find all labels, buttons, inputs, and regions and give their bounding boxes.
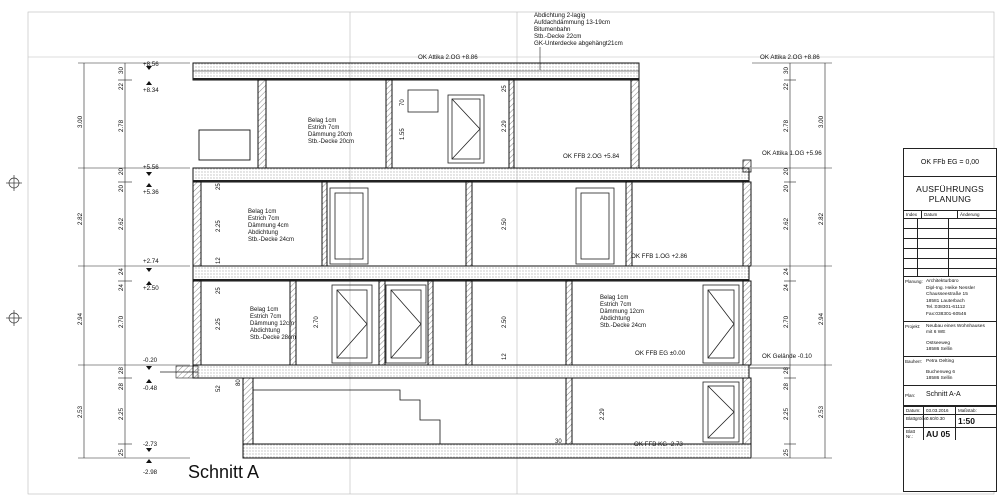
svg-text:-0.20: -0.20 <box>143 357 158 364</box>
right-inner-dimensions <box>783 67 790 456</box>
svg-text:2.25: 2.25 <box>783 407 790 420</box>
svg-text:Abdichtung: Abdichtung <box>600 316 631 322</box>
svg-text:Abdichtung: Abdichtung <box>248 230 279 236</box>
svg-text:28: 28 <box>118 383 125 390</box>
level-attika2-left: OK Attika 2.OG +8.86 <box>418 54 478 61</box>
revision-table <box>904 219 996 277</box>
svg-text:24: 24 <box>118 268 125 275</box>
svg-text:+2.50: +2.50 <box>143 285 159 292</box>
svg-text:2.62: 2.62 <box>783 217 790 230</box>
interior-dimensions <box>216 85 606 445</box>
revision-header <box>904 211 996 219</box>
revision-index-label: Index <box>904 211 922 218</box>
svg-text:+5.36: +5.36 <box>143 189 159 196</box>
top-note-line: GK-Unterdecke abgehängt21cm <box>534 40 623 47</box>
svg-text:2.53: 2.53 <box>77 405 84 418</box>
svg-text:Estrich 7cm: Estrich 7cm <box>248 216 280 222</box>
blattgroesse-value: 0.60/0.30 <box>924 415 956 427</box>
svg-text:2.94: 2.94 <box>77 312 84 325</box>
svg-text:2.82: 2.82 <box>818 212 825 225</box>
svg-text:2.70: 2.70 <box>314 316 320 328</box>
level-ffb1: OK FFB 1.OG +2.86 <box>631 253 688 260</box>
svg-text:52: 52 <box>216 385 222 392</box>
plan-status-line1: AUSFÜHRUNGS <box>916 183 984 194</box>
svg-text:20: 20 <box>783 168 790 175</box>
roof-slab <box>193 63 639 80</box>
svg-text:12: 12 <box>216 257 222 264</box>
registration-mark-left <box>6 175 22 326</box>
bauherr-value: Petra Oelting Buchenweg 6 18586 Sellin <box>926 358 956 382</box>
svg-text:25: 25 <box>502 85 508 92</box>
title-block <box>903 148 997 492</box>
plan-status-line2: PLANUNG <box>928 193 972 204</box>
revision-change-label: Änderung <box>960 212 980 217</box>
reference-note: OK FFb EG = 0,00 <box>904 149 996 177</box>
svg-text:28: 28 <box>118 367 125 374</box>
eg-floor-slab <box>193 365 749 378</box>
svg-text:Belag 1cm: Belag 1cm <box>308 118 337 124</box>
svg-text:Belag 1cm: Belag 1cm <box>248 209 277 215</box>
svg-text:Belag 1cm: Belag 1cm <box>250 307 279 313</box>
meta-row-3 <box>904 427 996 440</box>
svg-text:2.82: 2.82 <box>77 212 84 225</box>
svg-text:Estrich 7cm: Estrich 7cm <box>308 125 340 131</box>
datum-value: 03.03.2016 <box>924 407 956 414</box>
svg-text:80: 80 <box>236 379 242 386</box>
svg-text:Stb.-Decke 28cm: Stb.-Decke 28cm <box>250 335 297 341</box>
svg-text:Dämmung 4cm: Dämmung 4cm <box>248 223 289 229</box>
left-dimension-lines <box>78 63 190 458</box>
top-note-line: Bitumenbahn <box>534 26 571 33</box>
svg-text:25: 25 <box>118 449 125 456</box>
projekt-label: Projekt: <box>905 323 921 329</box>
svg-text:30: 30 <box>783 67 790 74</box>
svg-text:2.25: 2.25 <box>118 407 125 420</box>
svg-text:3.00: 3.00 <box>77 115 84 128</box>
blatt-value: AU 05 <box>924 428 956 440</box>
bauherr-row <box>904 357 996 386</box>
level-attika1: OK Attika 1.OG +5.96 <box>762 150 822 157</box>
svg-text:30: 30 <box>555 439 562 445</box>
svg-text:28: 28 <box>783 383 790 390</box>
svg-text:20: 20 <box>783 185 790 192</box>
level-ffbeg: OK FFB EG ±0.00 <box>635 350 686 357</box>
svg-text:Dämmung 12cm: Dämmung 12cm <box>600 309 645 315</box>
svg-text:Stb.-Decke 20cm: Stb.-Decke 20cm <box>308 139 355 145</box>
svg-text:Abdichtung: Abdichtung <box>250 328 281 334</box>
top-note-line: Stb.-Decke 22cm <box>534 33 582 40</box>
kg-window <box>703 382 739 442</box>
svg-text:24: 24 <box>783 284 790 291</box>
plan-status <box>904 177 996 211</box>
meta-row-1 <box>904 406 996 414</box>
svg-text:+5.56: +5.56 <box>143 164 159 171</box>
svg-text:2.70: 2.70 <box>783 315 790 328</box>
level-gelaende: OK Gelände -0.10 <box>762 353 812 360</box>
massstab-label: Maßstab: <box>958 407 977 413</box>
massstab-value: 1:50 <box>958 415 976 426</box>
svg-text:2.25: 2.25 <box>216 318 222 330</box>
kg-excavation-line <box>253 390 440 444</box>
planung-label: Planung: <box>905 279 923 284</box>
svg-text:20: 20 <box>118 168 125 175</box>
top-note-line: Abdichtung 2-lagig <box>534 12 586 19</box>
svg-text:25: 25 <box>783 449 790 456</box>
svg-text:Dämmung 20cm: Dämmung 20cm <box>308 132 353 138</box>
layer-note-og2 <box>308 118 354 145</box>
svg-text:24: 24 <box>118 284 125 291</box>
blatt-label: Blatt Nr.: <box>904 428 924 440</box>
plan-row <box>904 386 996 406</box>
svg-text:2.29: 2.29 <box>502 120 508 132</box>
left-inner-dimensions <box>118 67 125 456</box>
planung-row <box>904 277 996 322</box>
svg-text:Estrich 7cm: Estrich 7cm <box>250 314 282 320</box>
drawing-title: Schnitt A <box>188 462 260 482</box>
layer-note-eg-right <box>600 295 646 329</box>
svg-text:20: 20 <box>118 185 125 192</box>
svg-text:2.62: 2.62 <box>118 217 125 230</box>
og2-windows <box>408 90 484 163</box>
right-outer-dimensions <box>818 115 825 418</box>
svg-text:12: 12 <box>502 353 508 360</box>
level-ffb2: OK FFB 2.OG +5.84 <box>563 153 620 160</box>
top-note-line: Aufdachdämmung 13-19cm <box>534 19 611 26</box>
svg-text:24: 24 <box>783 268 790 275</box>
svg-text:2.25: 2.25 <box>216 220 222 232</box>
projekt-row <box>904 322 996 357</box>
svg-text:Stb.-Decke 24cm: Stb.-Decke 24cm <box>248 237 295 243</box>
svg-text:22: 22 <box>783 83 790 90</box>
svg-text:Stb.-Decke 24cm: Stb.-Decke 24cm <box>600 323 647 329</box>
layer-note-eg-left <box>250 307 296 341</box>
svg-text:1.55: 1.55 <box>400 128 406 140</box>
svg-text:2.50: 2.50 <box>502 218 508 230</box>
bauherr-label: Bauherr: <box>905 358 923 364</box>
svg-text:2.53: 2.53 <box>818 405 825 418</box>
plan-value: Schnitt A-A <box>926 390 961 398</box>
svg-text:25: 25 <box>216 287 222 294</box>
og2-parapet-balcony <box>199 130 250 160</box>
projekt-value: Neubau eines Wohnhauses mit 6 WE Ostseeweg 18586 Sellin <box>926 323 985 353</box>
svg-text:70: 70 <box>400 99 406 106</box>
svg-text:-2.73: -2.73 <box>143 441 158 448</box>
svg-text:-2.98: -2.98 <box>143 469 158 476</box>
svg-text:2.94: 2.94 <box>818 312 825 325</box>
svg-text:22: 22 <box>118 83 125 90</box>
svg-text:2.29: 2.29 <box>600 408 606 420</box>
svg-text:30: 30 <box>118 67 125 74</box>
svg-text:+8.34: +8.34 <box>143 87 159 94</box>
layer-note-og1 <box>248 209 294 243</box>
svg-text:25: 25 <box>216 183 222 190</box>
level-ffbkg: OK FFB KG -2.73 <box>634 441 683 448</box>
svg-text:2.50: 2.50 <box>502 316 508 328</box>
kg-walls <box>243 378 751 444</box>
svg-text:Dämmung 12cm: Dämmung 12cm <box>250 321 295 327</box>
level-attika2-right: OK Attika 2.OG +8.86 <box>760 54 820 61</box>
svg-text:2.70: 2.70 <box>118 315 125 328</box>
svg-text:3.00: 3.00 <box>818 115 825 128</box>
datum-label: Datum: <box>904 407 924 414</box>
meta-row-2 <box>904 414 996 427</box>
blattgroesse-label: Blattgröße: <box>904 415 924 427</box>
plan-label: Plan: <box>905 392 916 398</box>
svg-text:Estrich 7cm: Estrich 7cm <box>600 302 632 308</box>
svg-text:+2.74: +2.74 <box>143 258 159 265</box>
revision-date-label: Datum <box>922 211 958 218</box>
planung-value: Architekturbüro Dipl-Ing. Heike Nessler Chausseestraße 15 18581 Lauterbach Tel.:038301-61112 Fax:038301-60546 <box>926 279 976 317</box>
svg-text:+8.56: +8.56 <box>143 61 159 68</box>
left-outer-dimensions <box>77 115 84 418</box>
svg-text:Belag 1cm: Belag 1cm <box>600 295 629 301</box>
svg-text:28: 28 <box>783 367 790 374</box>
svg-text:-0.48: -0.48 <box>143 385 158 392</box>
svg-text:2.78: 2.78 <box>783 119 790 132</box>
eg-top-slab <box>193 266 749 281</box>
svg-text:2.78: 2.78 <box>118 119 125 132</box>
